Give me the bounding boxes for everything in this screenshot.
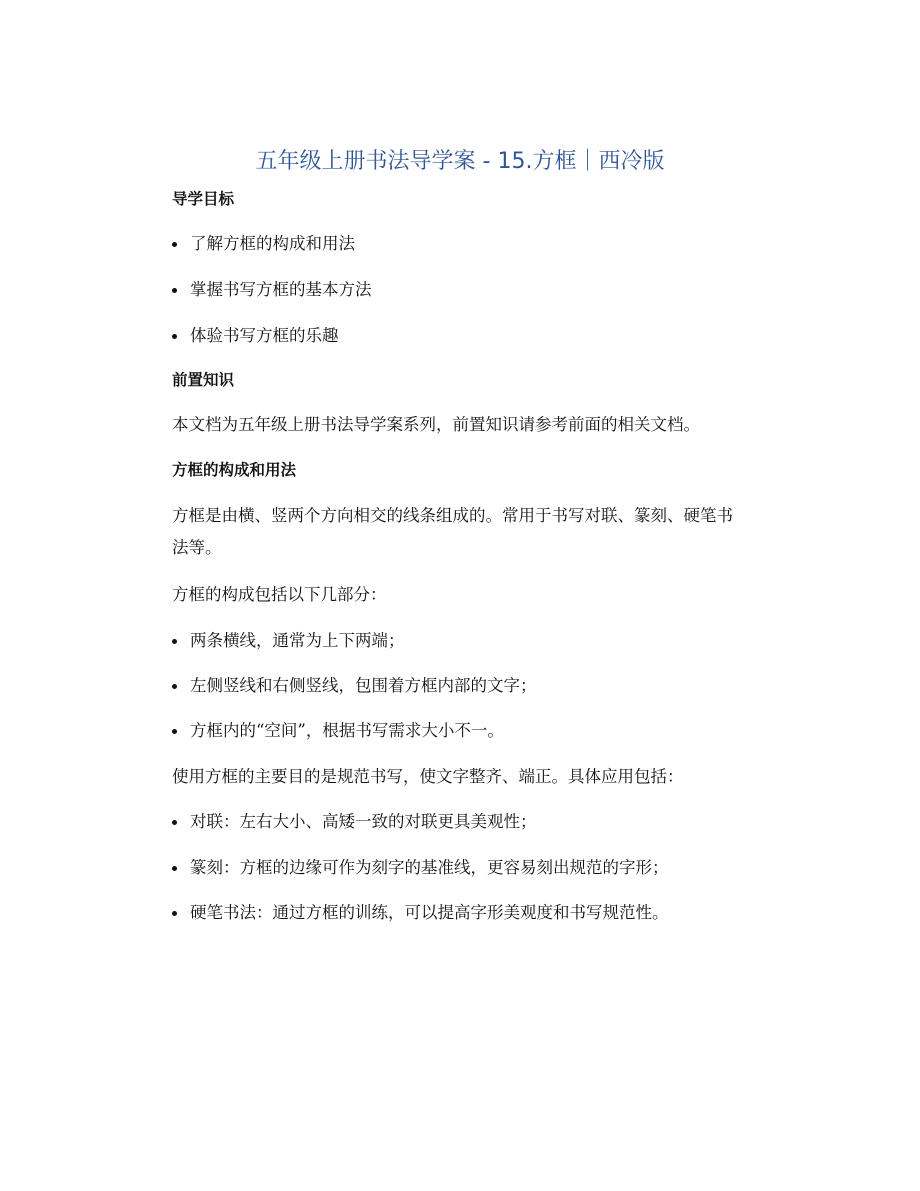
bullet-icon [172,820,177,825]
bullet-icon [172,684,177,689]
bullet-icon [172,911,177,916]
section-heading: 方框的构成和用法 [172,461,297,479]
list-item: 硬笔书法：通过方框的训练，可以提高字形美观度和书写规范性。 [190,903,669,922]
list-item: 对联：左右大小、高矮一致的对联更具美观性； [190,812,537,831]
list-item: 两条横线，通常为上下两端； [190,631,405,650]
bullet-icon [172,639,177,644]
list-item: 左侧竖线和右侧竖线，包围着方框内部的文字； [190,676,537,695]
bullet-icon [172,334,177,339]
paragraph: 法等。 [172,538,222,557]
paragraph: 使用方框的主要目的是规范书写，使文字整齐、端正。具体应用包括： [172,767,684,786]
paragraph: 本文档为五年级上册书法导学案系列，前置知识请参考前面的相关文档。 [172,415,700,434]
bullet-icon [172,729,177,734]
bullet-icon [172,288,177,293]
section-heading: 导学目标 [172,190,235,208]
page-title: 五年级上册书法导学案 - 15.方框｜西冷版 [255,149,665,174]
paragraph: 方框的构成包括以下几部分： [172,585,387,604]
list-item: 篆刻：方框的边缘可作为刻字的基准线，更容易刻出规范的字形； [190,858,669,877]
bullet-icon [172,242,177,247]
paragraph: 方框是由横、竖两个方向相交的线条组成的。常用于书写对联、篆刻、硬笔书 [172,506,733,525]
section-heading: 前置知识 [172,371,235,389]
list-item: 体验书写方框的乐趣 [190,326,339,345]
bullet-icon [172,866,177,871]
list-item: 方框内的“空间”，根据书写需求大小不一。 [190,721,504,740]
list-item: 了解方框的构成和用法 [190,234,355,253]
list-item: 掌握书写方框的基本方法 [190,280,372,299]
